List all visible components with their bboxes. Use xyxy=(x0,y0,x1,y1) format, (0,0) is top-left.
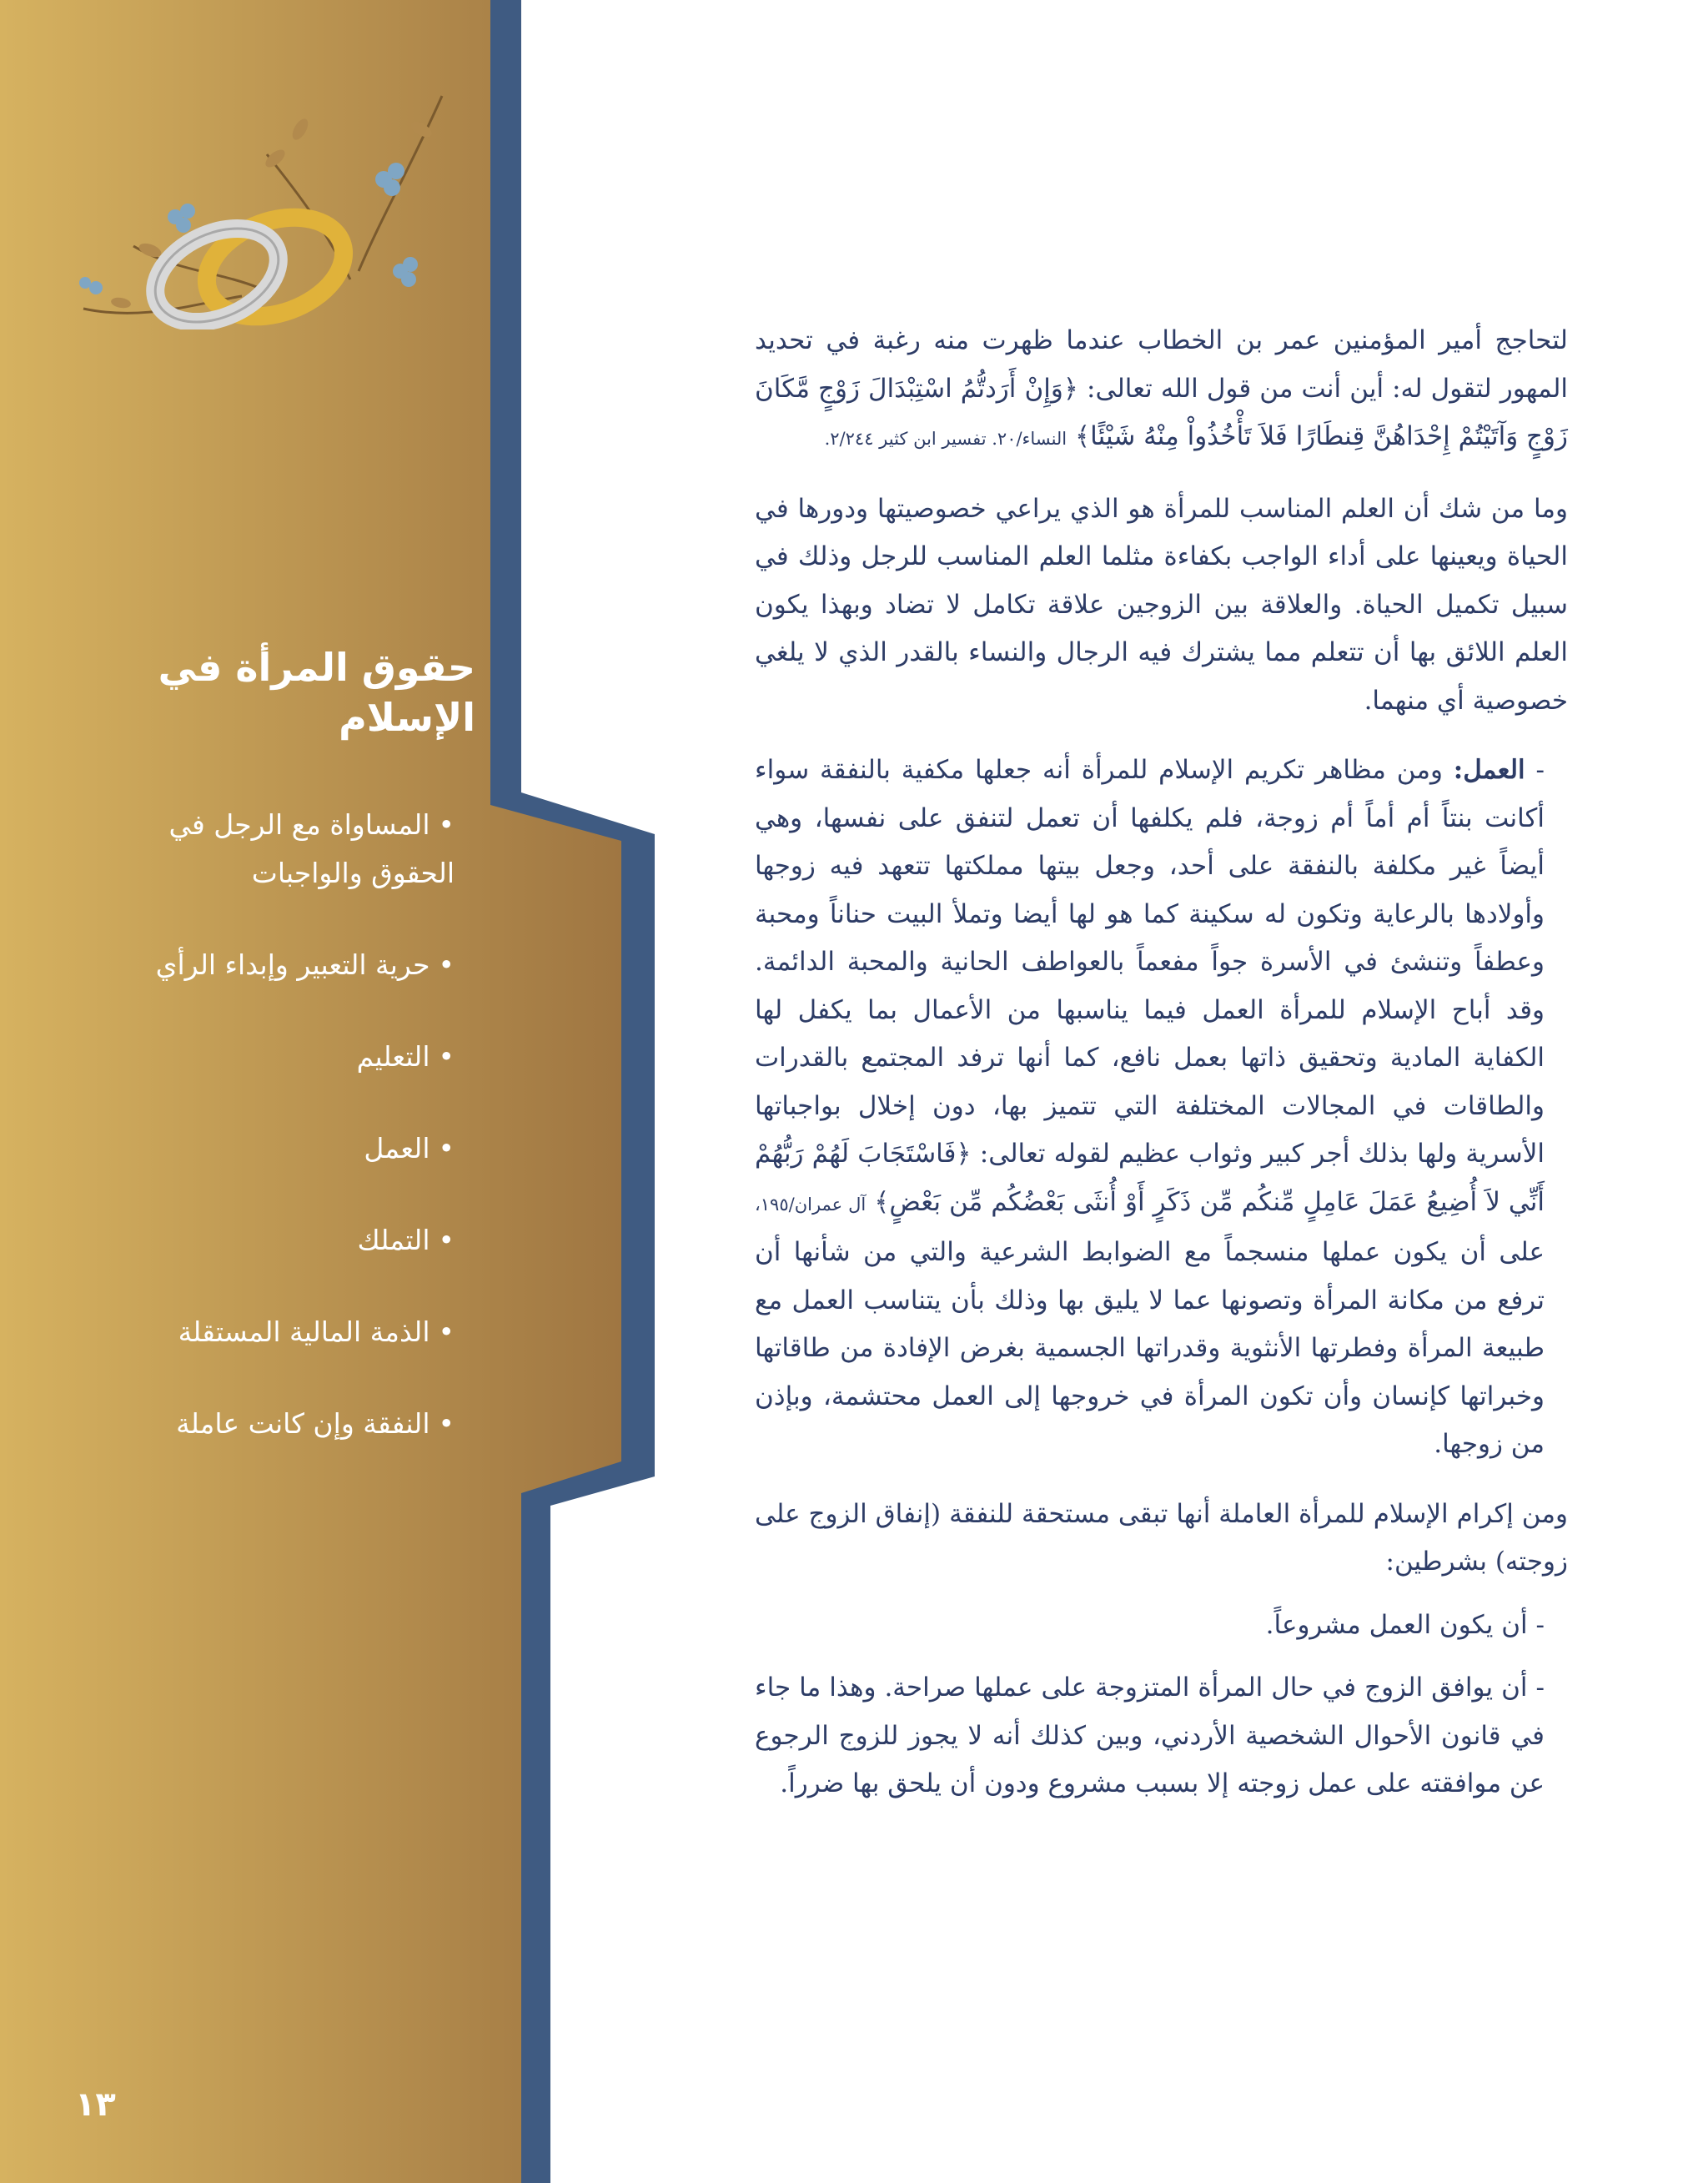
list-item: •حرية التعبير وإبداء الرأي xyxy=(155,948,455,981)
paragraph: لتحاجج أمير المؤمنين عمر بن الخطاب عندما ظهرت منه رغبة في تحديد المهور لتقول له: أين أنت من قول الله تعالى: ﴿وَإِنْ أَرَدتُّمُ اسْتِبْدَالَ زَوْجٍ مَّكَانَ زَوْجٍ وَآتَيْتُمْ إِحْدَاهُنَّ قِنطَارًا فَلاَ تَأْخُذُواْ مِنْهُ شَيْئًا﴾ النساء/٢٠. تفسير ابن كثير ٢/٢٤٤. xyxy=(755,325,1569,451)
bullet-icon: • xyxy=(438,1040,455,1073)
citation: آل عمران/١٩٥، xyxy=(755,1194,867,1215)
paragraph-lead: العمل: xyxy=(1453,755,1525,785)
bullet-icon: • xyxy=(438,1224,455,1256)
bullet-icon: • xyxy=(438,1132,455,1164)
condition-item: - أن يوافق الزوج في حال المرأة المتزوجة على عملها صراحة. وهذا ما جاء في قانون الأحوال الشخصية الأردني، وبين كذلك أنه لا يجوز للزوج الرجوع عن موافقته على عمل زوجته إلا بسبب مشروع ودون أن يلحق بها ضرراً. xyxy=(755,1672,1545,1798)
condition-item: - أن يكون العمل مشروعاً. xyxy=(1265,1609,1545,1640)
dash: - xyxy=(1535,755,1545,785)
topics-list xyxy=(125,801,455,1491)
bullet-icon: • xyxy=(438,948,455,981)
quran-verse: ﴿فَاسْتَجَابَ لَهُمْ رَبُّهُمْ أَنِّي لاَ أُضِيعُ عَمَلَ عَامِلٍ مِّنكُم مِّن ذَكَرٍ أَوْ أُنثَى بَعْضُكُم مِّن بَعْضٍ﴾ xyxy=(755,1139,1545,1217)
page-number: ١٣ xyxy=(75,2085,116,2124)
bullet-icon: • xyxy=(438,1407,455,1440)
paragraph: ومن إكرام الإسلام للمرأة العاملة أنها تبقى مستحقة للنفقة (إنفاق الزوج على زوجته) بشرطين: xyxy=(755,1498,1568,1577)
paragraph: - العمل: ومن مظاهر تكريم الإسلام للمرأة أنه جعلها مكفية بالنفقة سواء أكانت بنتاً أم أماً أم زوجة، فلم يكلفها أن تعمل لتنفق على نفسها، وهي أيضاً غير مكلفة بالنفقة على أحد، وجعل بيتها مملكتها تتعهد فيه زوجها وأولادها بالرعاية وتكون له سكينة كما هو لها أيضا وتملأ البيت حناناً ومحبة وعطفاً وتنشئ في الأسرة جواً مفعماً بالعواطف الحانية والمحبة الدائمة. وقد أباح الإسلام للمرأة العمل فيما يناسبها من الأعمال بما يكفل لها الكفاية المادية وتحقيق ذاتها بعمل نافع، كما أنها ترفد المجتمع بالقدرات والطاقات في المجالات المختلفة التي تتميز بها، دون إخلال بواجباتها الأسرية ولها بذلك أجر كبير وثواب عظيم لقوله تعالى: ﴿فَاسْتَجَابَ لَهُمْ رَبُّهُمْ أَنِّي لاَ أُضِيعُ عَمَلَ عَامِلٍ مِّنكُم مِّن ذَكَرٍ أَوْ أُنثَى بَعْضُكُم مِّن بَعْضٍ﴾ آل عمران/١٩٥، على أن يكون عملها منسجماً مع الضوابط الشرعية والتي من شأنها أن ترفع من مكانة المرأة وتصونها عما لا يليق بها وذلك بأن يتناسب العمل مع طبيعة المرأة وفطرتها الأنثوية وقدراتها الجسمية بغرض الإفادة من طاقاتها وخبراتها كإنسان وأن تكون المرأة في خروجها إلى العمل محتشمة، وبإذن من زوجها. xyxy=(755,755,1545,1459)
paragraph: وما من شك أن العلم المناسب للمرأة هو الذي يراعي خصوصيتها ودورها في الحياة ويعينها على أداء الواجب بكفاءة مثلما العلم المناسب للرجل وذلك في سبيل تكميل الحياة. والعلاقة بين الزوجين علاقة تكامل لا تضاد وبهذا يكون العلم اللائق بها أن تتعلم مما يشترك فيه الرجال والنساء بالقدر الذي لا يلغي خصوصية أي منهما. xyxy=(755,493,1568,716)
bullet-icon: • xyxy=(438,1315,455,1348)
list-item: •العمل xyxy=(364,1132,455,1164)
quran-verse: ﴿وَإِنْ أَرَدتُّمُ اسْتِبْدَالَ زَوْجٍ مَّكَانَ زَوْجٍ وَآتَيْتُمْ إِحْدَاهُنَّ قِنطَارًا فَلاَ تَأْخُذُواْ مِنْهُ شَيْئًا﴾ xyxy=(755,373,1568,451)
bullet-icon: • xyxy=(438,808,455,841)
list-item: •التملك xyxy=(357,1224,455,1256)
citation: النساء/٢٠. تفسير ابن كثير ٢/٢٤٤. xyxy=(824,429,1068,449)
section-title: حقوق المرأة في الإسلام xyxy=(158,645,475,740)
list-item: •النفقة وإن كانت عاملة xyxy=(176,1407,455,1440)
list-item: •الذمة المالية المستقلة xyxy=(178,1315,455,1348)
wedding-rings-ornament xyxy=(50,79,450,329)
article-body xyxy=(755,317,1568,1830)
list-item: •المساواة مع الرجل في الحقوق والواجبات xyxy=(168,808,455,889)
list-item: •التعليم xyxy=(356,1040,455,1073)
